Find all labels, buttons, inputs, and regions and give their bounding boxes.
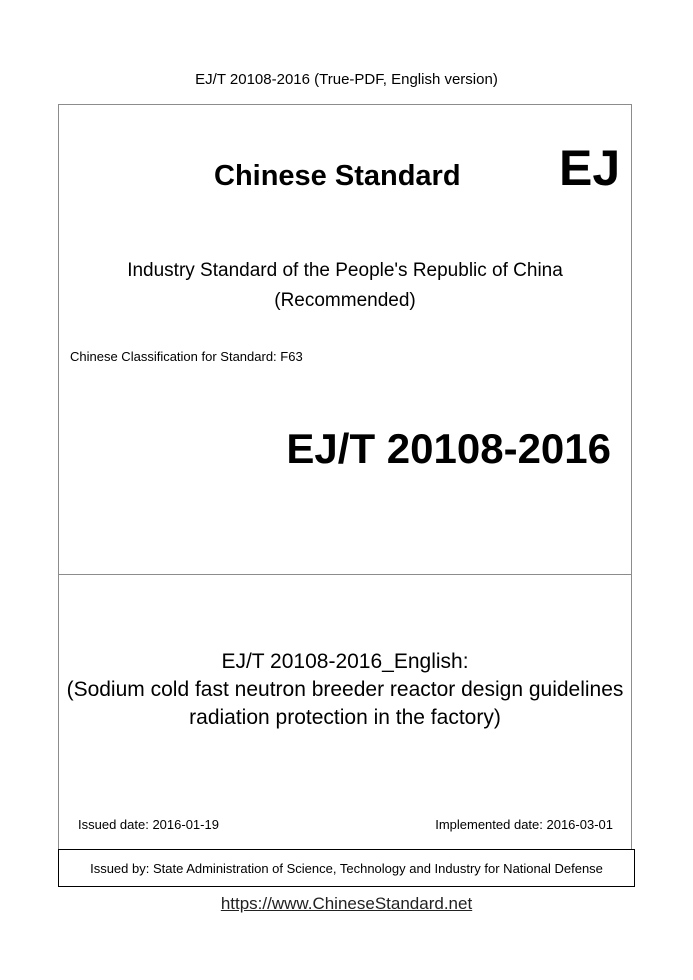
- website-link[interactable]: https://www.ChineseStandard.net: [220, 894, 473, 913]
- cover-title: Chinese Standard: [214, 160, 461, 192]
- standard-code-mark: EJ: [559, 140, 621, 196]
- issuer-box: [58, 849, 635, 887]
- english-title-line-1: EJ/T 20108-2016_English:: [221, 650, 469, 673]
- issuer-text: Issued by: State Administration of Science, Technology and Industry for National Defense: [90, 860, 603, 876]
- recommended-line: (Recommended): [274, 290, 416, 311]
- issued-date: Issued date: 2016-01-19: [78, 817, 219, 832]
- classification-text: Chinese Classification for Standard: F63: [70, 349, 303, 364]
- implemented-date: Implemented date: 2016-03-01: [435, 817, 613, 832]
- standard-number: EJ/T 20108-2016: [286, 425, 611, 472]
- document-header-label: EJ/T 20108-2016 (True-PDF, English version): [195, 71, 498, 88]
- english-title-line-2: (Sodium cold fast neutron breeder reactor design guidelines: [66, 678, 624, 701]
- english-title-line-3: radiation protection in the factory): [189, 706, 501, 729]
- industry-standard-line: Industry Standard of the People's Republic of China: [127, 260, 563, 281]
